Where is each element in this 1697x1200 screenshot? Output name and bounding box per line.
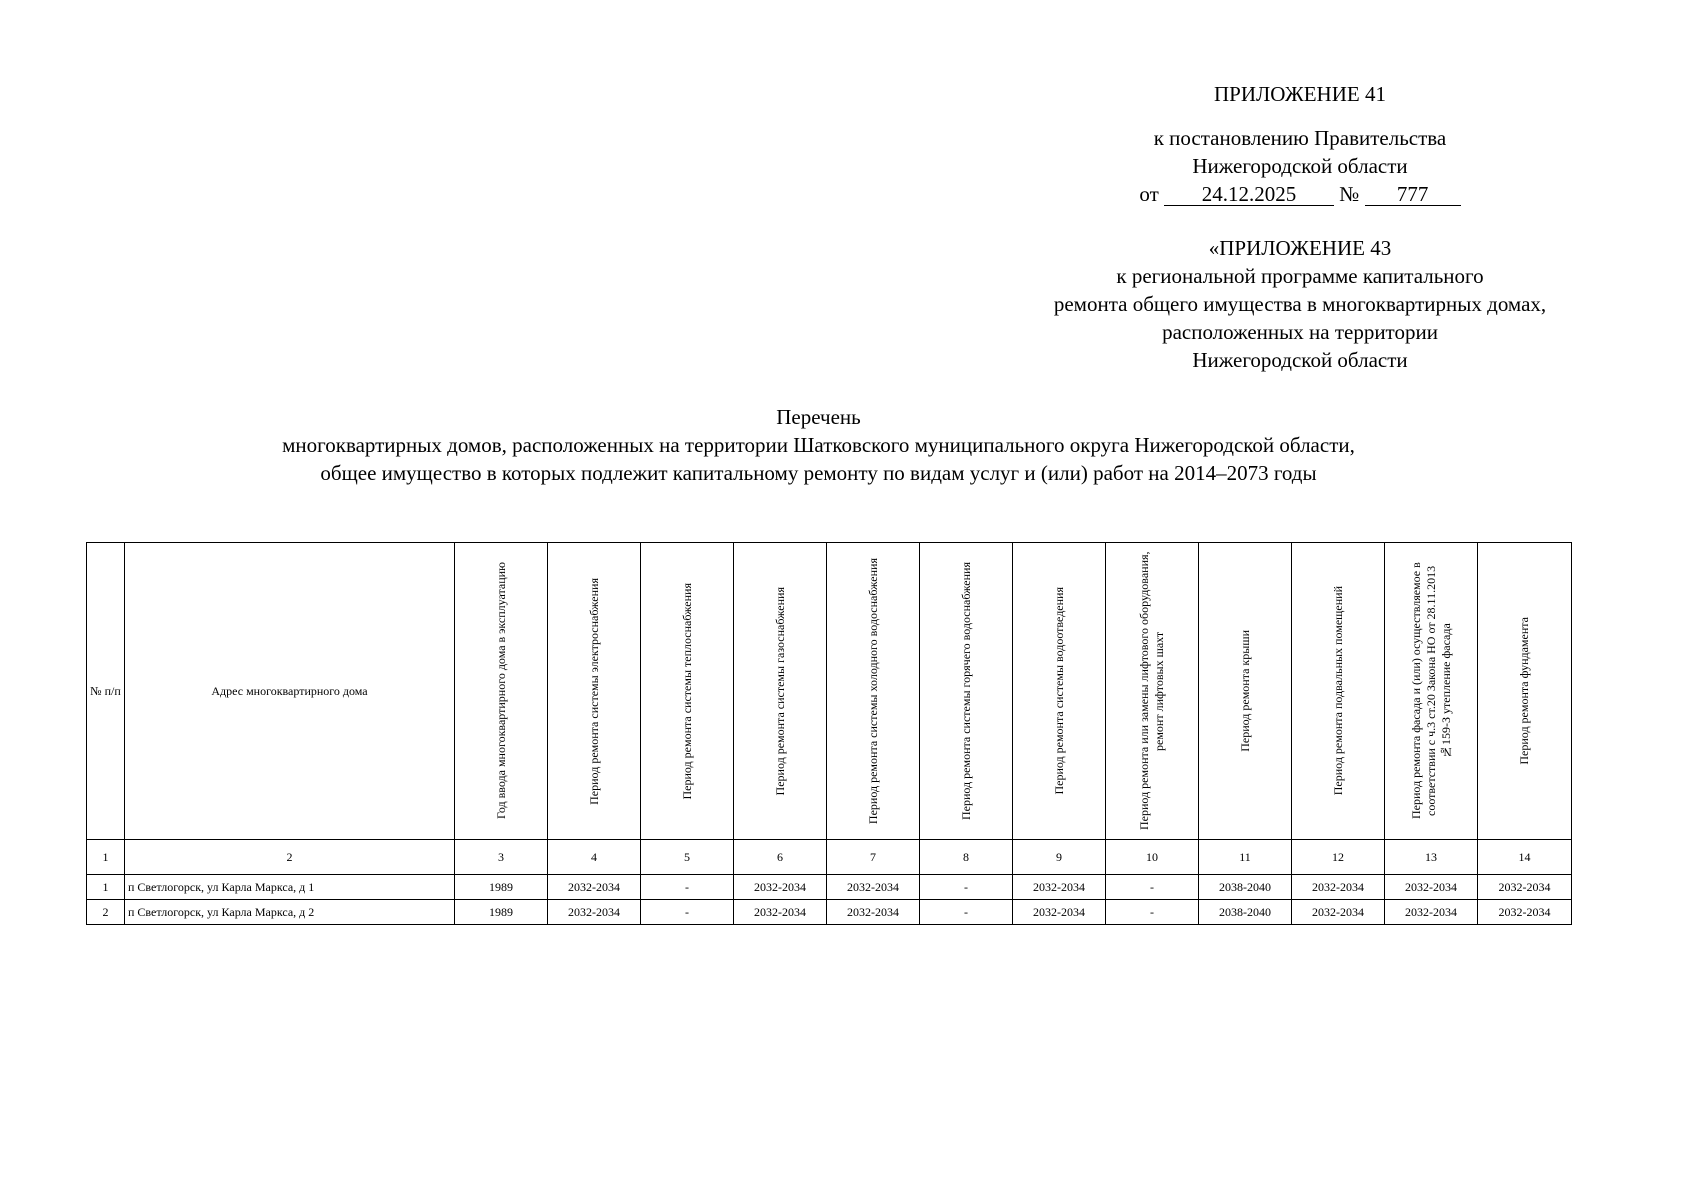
period-cell: - [641,875,734,900]
header-cell: Период ремонта крыши [1199,543,1292,840]
header-cell: Год ввода многоквартирного дома в эксплуатацию [455,543,548,840]
program-appendix-title: «ПРИЛОЖЕНИЕ 43 [1208,236,1392,260]
period-cell: 2032-2034 [1478,900,1572,925]
column-number: 11 [1199,840,1292,875]
title-line-2: многоквартирных домов, расположенных на территории Шатковского муниципального округа Нижегородской области, [282,433,1355,457]
period-cell: - [641,900,734,925]
period-cell: - [1106,900,1199,925]
period-cell: 2032-2034 [827,875,920,900]
period-cell: 2032-2034 [734,875,827,900]
period-cell: 2032-2034 [1385,875,1478,900]
table-header-row [87,543,1572,840]
period-cell: - [920,900,1013,925]
column-number: 14 [1478,840,1572,875]
header-cell: Период ремонта фасада и (или) осуществляемое в соответствии с ч.3 ст.20 Закона НО от 28.11.2013 №159-З утепление фасада [1385,543,1478,840]
period-cell: 2032-2034 [1478,875,1572,900]
period-cell: 2032-2034 [1292,875,1385,900]
appendix-41-title: ПРИЛОЖЕНИЕ 41 [1214,82,1386,106]
column-number: 5 [641,840,734,875]
header-cell: Период ремонта системы горячего водоснабжения [920,543,1013,840]
row-number: 1 [87,875,125,900]
resolution-line-2: Нижегородской области [1192,154,1408,178]
header-cell: Адрес многоквартирного дома [125,543,455,840]
table-row [87,875,1572,900]
year-cell: 1989 [455,875,548,900]
column-number: 13 [1385,840,1478,875]
period-cell: 2032-2034 [1013,900,1106,925]
period-cell: 2038-2040 [1199,875,1292,900]
period-cell: 2032-2034 [1385,900,1478,925]
period-cell: 2032-2034 [1013,875,1106,900]
header-cell: Период ремонта фундамента [1478,543,1572,840]
column-number: 12 [1292,840,1385,875]
header-cell: Период ремонта системы водоотведения [1013,543,1106,840]
address-cell: п Светлогорск, ул Карла Маркса, д 1 [125,875,455,900]
title-line-1: Перечень [776,405,861,429]
resolution-date: 24.12.2025 [1164,183,1334,206]
address-cell: п Светлогорск, ул Карла Маркса, д 2 [125,900,455,925]
row-number: 2 [87,900,125,925]
column-number: 6 [734,840,827,875]
period-cell: - [920,875,1013,900]
program-appendix-block [1000,234,1600,374]
column-number: 8 [920,840,1013,875]
resolution-block [1000,124,1600,208]
document-title [120,403,1517,487]
column-number: 10 [1106,840,1199,875]
period-cell: 2032-2034 [548,875,641,900]
period-cell: 2032-2034 [734,900,827,925]
column-number: 2 [125,840,455,875]
period-cell: 2032-2034 [827,900,920,925]
header-cell: Период ремонта системы электроснабжения [548,543,641,840]
header-cell: Период ремонта системы теплоснабжения [641,543,734,840]
header-cell: Период ремонта системы газоснабжения [734,543,827,840]
program-line-1: к региональной программе капитального [1116,264,1484,288]
column-number: 7 [827,840,920,875]
column-number-row [87,840,1572,875]
resolution-number: 777 [1365,183,1461,206]
header-cell: № п/п [87,543,125,840]
table-row [87,900,1572,925]
houses-table [86,542,1572,925]
column-number: 4 [548,840,641,875]
column-number: 3 [455,840,548,875]
header-cell: Период ремонта подвальных помещений [1292,543,1385,840]
header-cell: Период ремонта или замены лифтового оборудования, ремонт лифтовых шахт [1106,543,1199,840]
year-cell: 1989 [455,900,548,925]
column-number: 9 [1013,840,1106,875]
program-line-2: ремонта общего имущества в многоквартирных домах, [1053,292,1547,316]
from-label: от [1139,182,1159,206]
period-cell: 2038-2040 [1199,900,1292,925]
column-number: 1 [87,840,125,875]
header-cell: Период ремонта системы холодного водоснабжения [827,543,920,840]
resolution-line-1: к постановлению Правительства [1153,126,1447,150]
resolution-date-line [1000,180,1600,208]
title-line-3: общее имущество в которых подлежит капитальному ремонту по видам услуг и (или) работ на 2014–2073 годы [320,461,1317,485]
program-line-3: расположенных на территории [1162,320,1438,344]
period-cell: - [1106,875,1199,900]
period-cell: 2032-2034 [548,900,641,925]
program-line-4: Нижегородской области [1192,348,1408,372]
period-cell: 2032-2034 [1292,900,1385,925]
number-label: № [1339,182,1360,206]
